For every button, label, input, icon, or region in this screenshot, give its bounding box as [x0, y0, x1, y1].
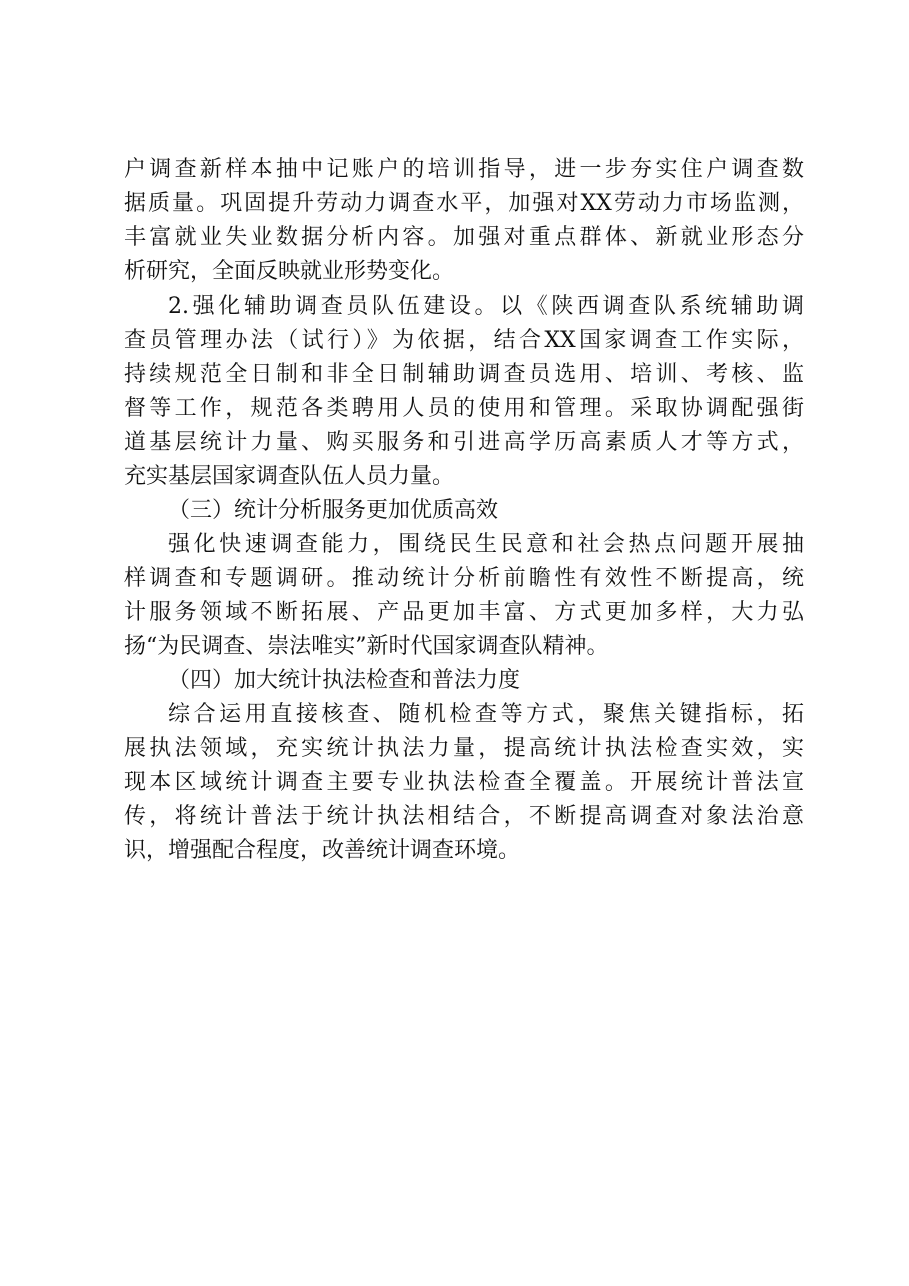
text-line: 持续规范全日制和非全日制辅助调查员选用、培训、考核、监 [124, 362, 804, 387]
text-line: 据质量。巩固提升劳动力调查水平，加强对XX劳动力市场监测， [124, 191, 804, 216]
text-line: 2.强化辅助调查员队伍建设。以《陕西调查队系统辅助调 [168, 294, 804, 319]
section-heading: （三）统计分析服务更加优质高效 [168, 498, 499, 523]
text-line: 传，将统计普法于统计执法相结合，不断提高调查对象法治意 [124, 804, 804, 829]
text-line: 丰富就业失业数据分析内容。加强对重点群体、新就业形态分 [124, 225, 804, 250]
text-line: 识，增强配合程度，改善统计调查环境。 [124, 838, 521, 863]
text-line: 综合运用直接核查、随机检查等方式，聚焦关键指标，拓 [168, 702, 804, 727]
text-line: 现本区域统计调查主要专业执法检查全覆盖。开展统计普法宣 [124, 770, 804, 795]
text-line: 督等工作，规范各类聘用人员的使用和管理。采取协调配强街 [124, 396, 804, 421]
text-line: 析研究，全面反映就业形势变化。 [124, 259, 455, 284]
text-line: 户调查新样本抽中记账户的培训指导，进一步夯实住户调查数 [124, 157, 804, 182]
text-line: 计服务领域不断拓展、产品更加丰富、方式更加多样，大力弘 [124, 600, 804, 625]
section-heading: （四）加大统计执法检查和普法力度 [168, 668, 521, 693]
text-line: 强化快速调查能力，围绕民生民意和社会热点问题开展抽 [168, 532, 804, 557]
text-line: 展执法领域，充实统计执法力量，提高统计执法检查实效，实 [124, 736, 804, 761]
text-line: 充实基层国家调查队伍人员力量。 [124, 464, 455, 489]
text-line: 查员管理办法（试行）》为依据，结合XX国家调查工作实际， [124, 328, 804, 353]
text-line: 扬“为民调查、崇法唯实”新时代国家调查队精神。 [124, 634, 609, 659]
text-line: 道基层统计力量、购买服务和引进高学历高素质人才等方式， [124, 430, 804, 455]
text-line: 样调查和专题调研。推动统计分析前瞻性有效性不断提高，统 [124, 566, 804, 591]
